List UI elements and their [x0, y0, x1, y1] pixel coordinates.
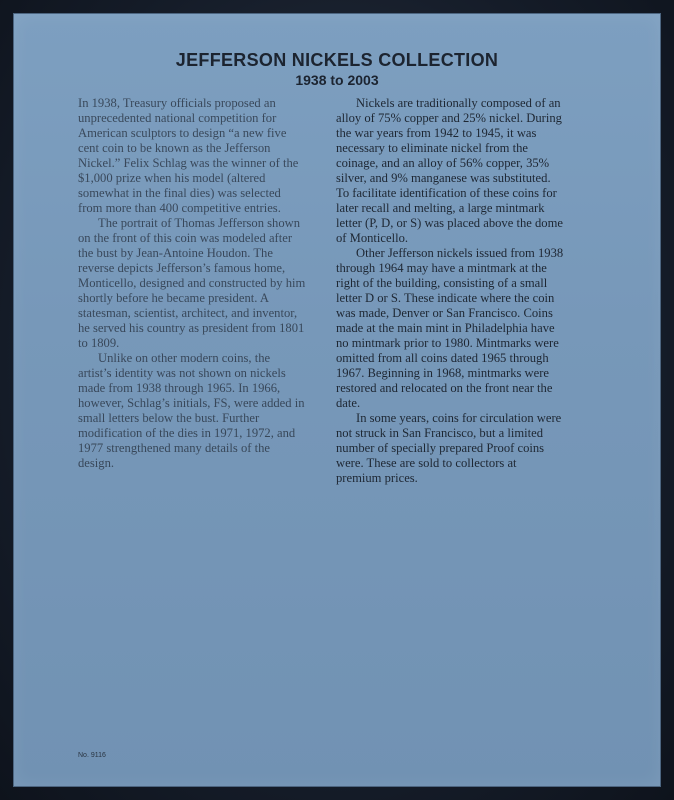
catalog-number: No. 9116	[78, 752, 106, 759]
right-paragraph-1: Nickels are traditionally composed of an alloy of 75% copper and 25% nickel. During the war years from 1942 to 1945, it was necessary to eliminate nickel from the coinage, and an alloy of 56% copper, 35% silver, and 9% manganese was substituted. To facilitate identification of these coins for later recall and melting, a large mintmark letter (P, D, or S) was placed above the dome of Monticello.	[336, 96, 563, 245]
info-panel	[14, 14, 660, 786]
right-text-column	[336, 96, 564, 486]
page-title: JEFFERSON NICKELS COLLECTION	[175, 50, 499, 70]
left-paragraph-2: The portrait of Thomas Jefferson shown on the front of this coin was modeled after the bust by Jean-Antoine Houdon. The reverse depicts Jefferson’s famous home, Monticello, designed and constructed by him shortly before he became president. A statesman, scientist, architect, and inventor, he served his country as president from 1801 to 1809.	[78, 216, 306, 350]
left-text-column	[78, 96, 306, 471]
left-paragraph-3: Unlike on other modern coins, the artist’s identity was not shown on nickels made from 1938 through 1965. In 1966, however, Schlag’s initials, FS, were added in small letters below the bust. Further modification of the dies in 1971, 1972, and 1977 strengthened many details of the design.	[78, 351, 305, 470]
right-paragraph-2: Other Jefferson nickels issued from 1938 through 1964 may have a mintmark at the right of the building, consisting of a small letter D or S. These indicate where the coin was made, Denver or San Francisco. Coins made at the main mint in Philadelphia have no mintmark prior to 1980. Mintmarks were omitted from all coins dated 1965 through 1967. Beginning in 1968, mintmarks were restored and relocated on the front near the date.	[336, 246, 564, 410]
right-paragraph-3: In some years, coins for circulation were not struck in San Francisco, but a limited number of specially prepared Proof coins were. These are sold to collectors at premium prices.	[336, 411, 562, 485]
page-subtitle: 1938 to 2003	[295, 72, 379, 88]
left-paragraph-1: In 1938, Treasury officials proposed an unprecedented national competition for American sculptors to design “a new five cent coin to be known as the Jefferson Nickel.” Felix Schlag was the winner of the $1,000 prize when his model (altered somewhat in the final dies) was selected from more than 400 competitive entries.	[78, 96, 299, 215]
